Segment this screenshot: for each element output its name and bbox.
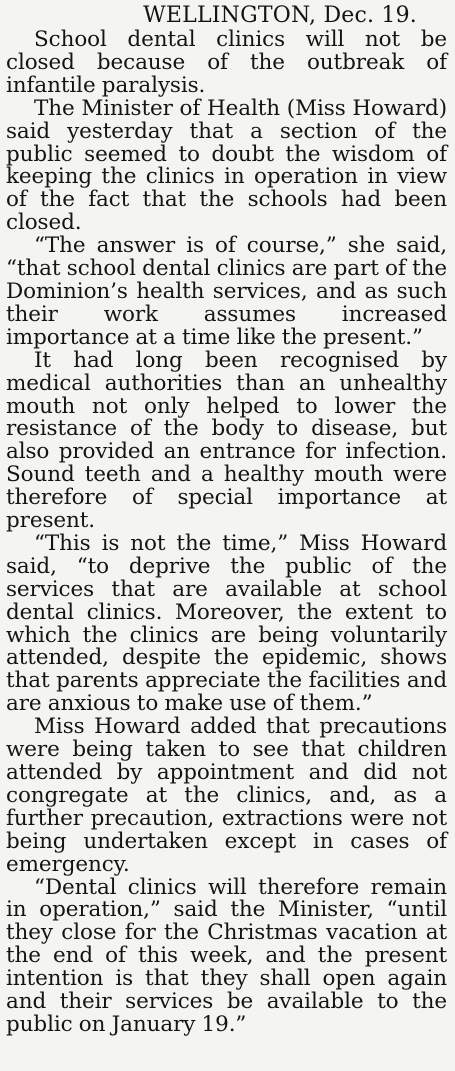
article-paragraph: “This is not the time,” Miss Howard said, “to deprive the public of the services that are available at school dental clinics. Moreover, the extent to which the clinics are being voluntarily attended, despite the epidemic, shows that parents appreciate the facilities and are anxious to make use of them.” — [6, 530, 447, 717]
article-paragraph: It had long been recognised by medical authorities than an unhealthy mouth not only helped to lower the resistance of the body to disease, but also provided an entrance for infection. Sound teeth and a healthy mouth were therefore of special importance at present. — [6, 347, 447, 534]
article-paragraph: The Minister of Health (Miss Howard) said yesterday that a section of the public seemed to doubt the wisdom of keeping the clinics in operation in view of the fact that the schools had been closed. — [6, 95, 447, 236]
article-paragraph: Miss Howard added that precautions were being taken to see that children attended by appointment and did not congregate at the clinics, and, as a further precaution, extractions were not being undertaken except in cases of emergency. — [6, 714, 447, 877]
article-paragraph: “Dental clinics will therefore remain in operation,” said the Minister, “until they close for the Christmas vacation at the end of this week, and the present intention is that they shall open again and their services be available to the public on January 19.” — [6, 874, 447, 1037]
article-paragraph: School dental clinics will not be closed because of the outbreak of infantile paralysis. — [6, 27, 447, 98]
dateline: WELLINGTON, Dec. 19. — [143, 3, 417, 28]
article-paragraph: “The answer is of course,” she said, “that school dental clinics are part of the Dominion’s health services, and as such their work assumes increased importance at a time like the present.” — [6, 233, 447, 350]
